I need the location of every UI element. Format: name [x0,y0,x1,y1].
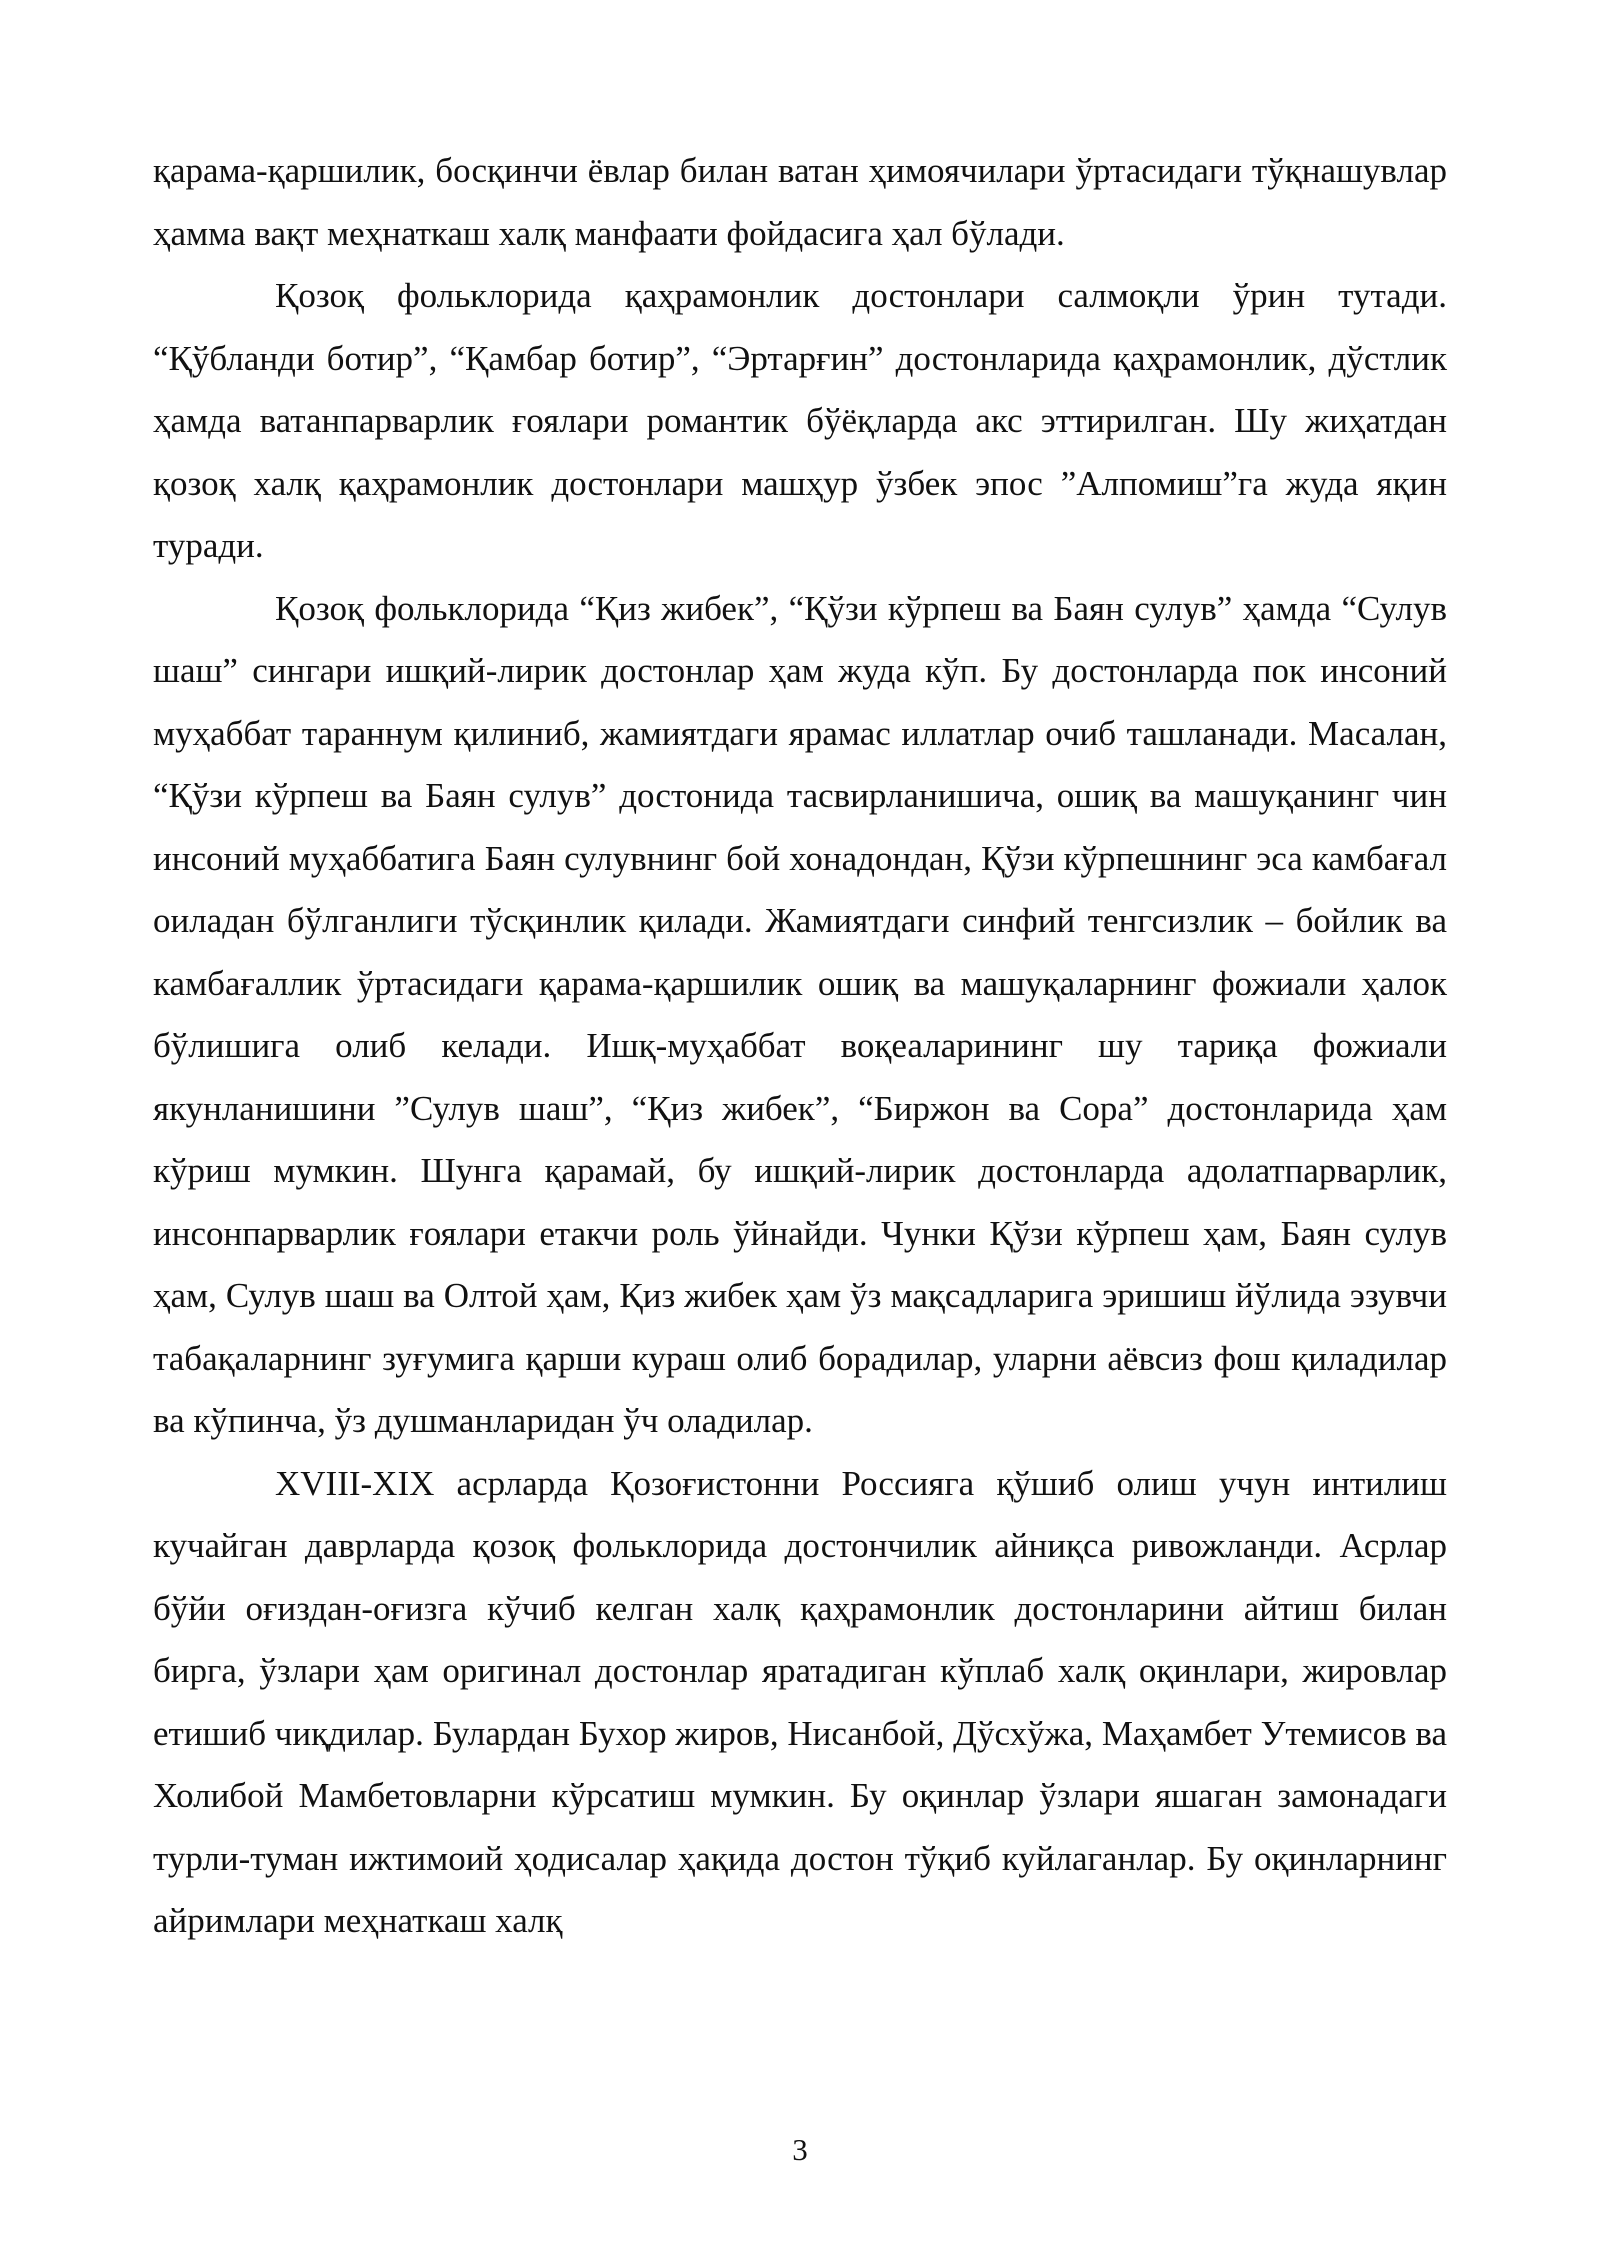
document-body [153,140,1447,1953]
paragraph-lyric-epics: Қозоқ фольклорида “Қиз жибек”, “Қўзи кўрпеш ва Баян сулув” ҳамда “Сулув шаш” сингари ишқий-лирик достонлар ҳам жуда кўп. Бу достонларда пок инсоний муҳаббат тараннум қилиниб, жамиятдаги ярамас иллатлар очиб ташланади. Масалан, “Қўзи кўрпеш ва Баян сулув” достонида тасвирланишича, ошиқ ва машуқанинг чин инсоний муҳаббатига Баян сулувнинг бой хонадондан, Қўзи кўрпешнинг эса камбағал оиладан бўлганлиги тўсқинлик қилади. Жамиятдаги синфий тенгсизлик – бойлик ва камбағаллик ўртасидаги қарама-қаршилик ошиқ ва машуқаларнинг фожиали ҳалок бўлишига олиб келади. Ишқ-муҳаббат воқеаларининг шу тариқа фожиали якунланишини ”Сулув шаш”, “Қиз жибек”, “Биржон ва Сора” достонларида ҳам кўриш мумкин. Шунга қарамай, бу ишқий-лирик достонларда адолатпарварлик, инсонпарварлик ғоялари етакчи роль ўйнайди. Чунки Қўзи кўрпеш ҳам, Баян сулув ҳам, Сулув шаш ва Олтой ҳам, Қиз жибек ҳам ўз мақсадларига эришиш йўлида эзувчи табақаларнинг зуғумига қарши кураш олиб борадилар, уларни аёвсиз фош қиладилар ва кўпинча, ўз душманларидан ўч оладилар. [153,588,1447,1440]
page-number: 3 [792,2132,808,2167]
paragraph-continuation: қарама-қаршилик, босқинчи ёвлар билан ватан ҳимоячилари ўртасидаги тўқнашувлар ҳамма вақт меҳнаткаш халқ манфаати фойдасига ҳал бўлади. [153,151,1447,253]
paragraph-heroic-epics: Қозоқ фольклорида қаҳрамонлик достонлари салмоқли ўрин тутади. “Қўбланди ботир”, “Қамбар ботир”, “Эртарғин” достонларида қаҳрамонлик, дўстлик ҳамда ватанпарварлик ғоялари романтик бўёқларда акс эттирилган. Шу жиҳатдан қозоқ халқ қаҳрамонлик достонлари машҳур ўзбек эпос ”Алпомиш”га жуда яқин туради. [153,276,1447,565]
paragraph-akyns: XVIII-XIX асрларда Қозоғистонни Россияга қўшиб олиш учун интилиш кучайган даврларда қозоқ фольклорида достончилик айниқса ривожланди. Асрлар бўйи оғиздан-оғизга кўчиб келган халқ қаҳрамонлик достонларини айтиш билан бирга, ўзлари ҳам оригинал достонлар яратадиган кўплаб халқ оқинлари, жировлар етишиб чиқдилар. Булардан Бухор жиров, Нисанбой, Дўсхўжа, Маҳамбет Утемисов ва Холибой Мамбетовларни кўрсатиш мумкин. Бу оқинлар ўзлари яшаган замонадаги турли-туман ижтимоий ҳодисалар ҳақида достон тўқиб куйлаганлар. Бу оқинларнинг айримлари меҳнаткаш халқ [153,1463,1447,1940]
